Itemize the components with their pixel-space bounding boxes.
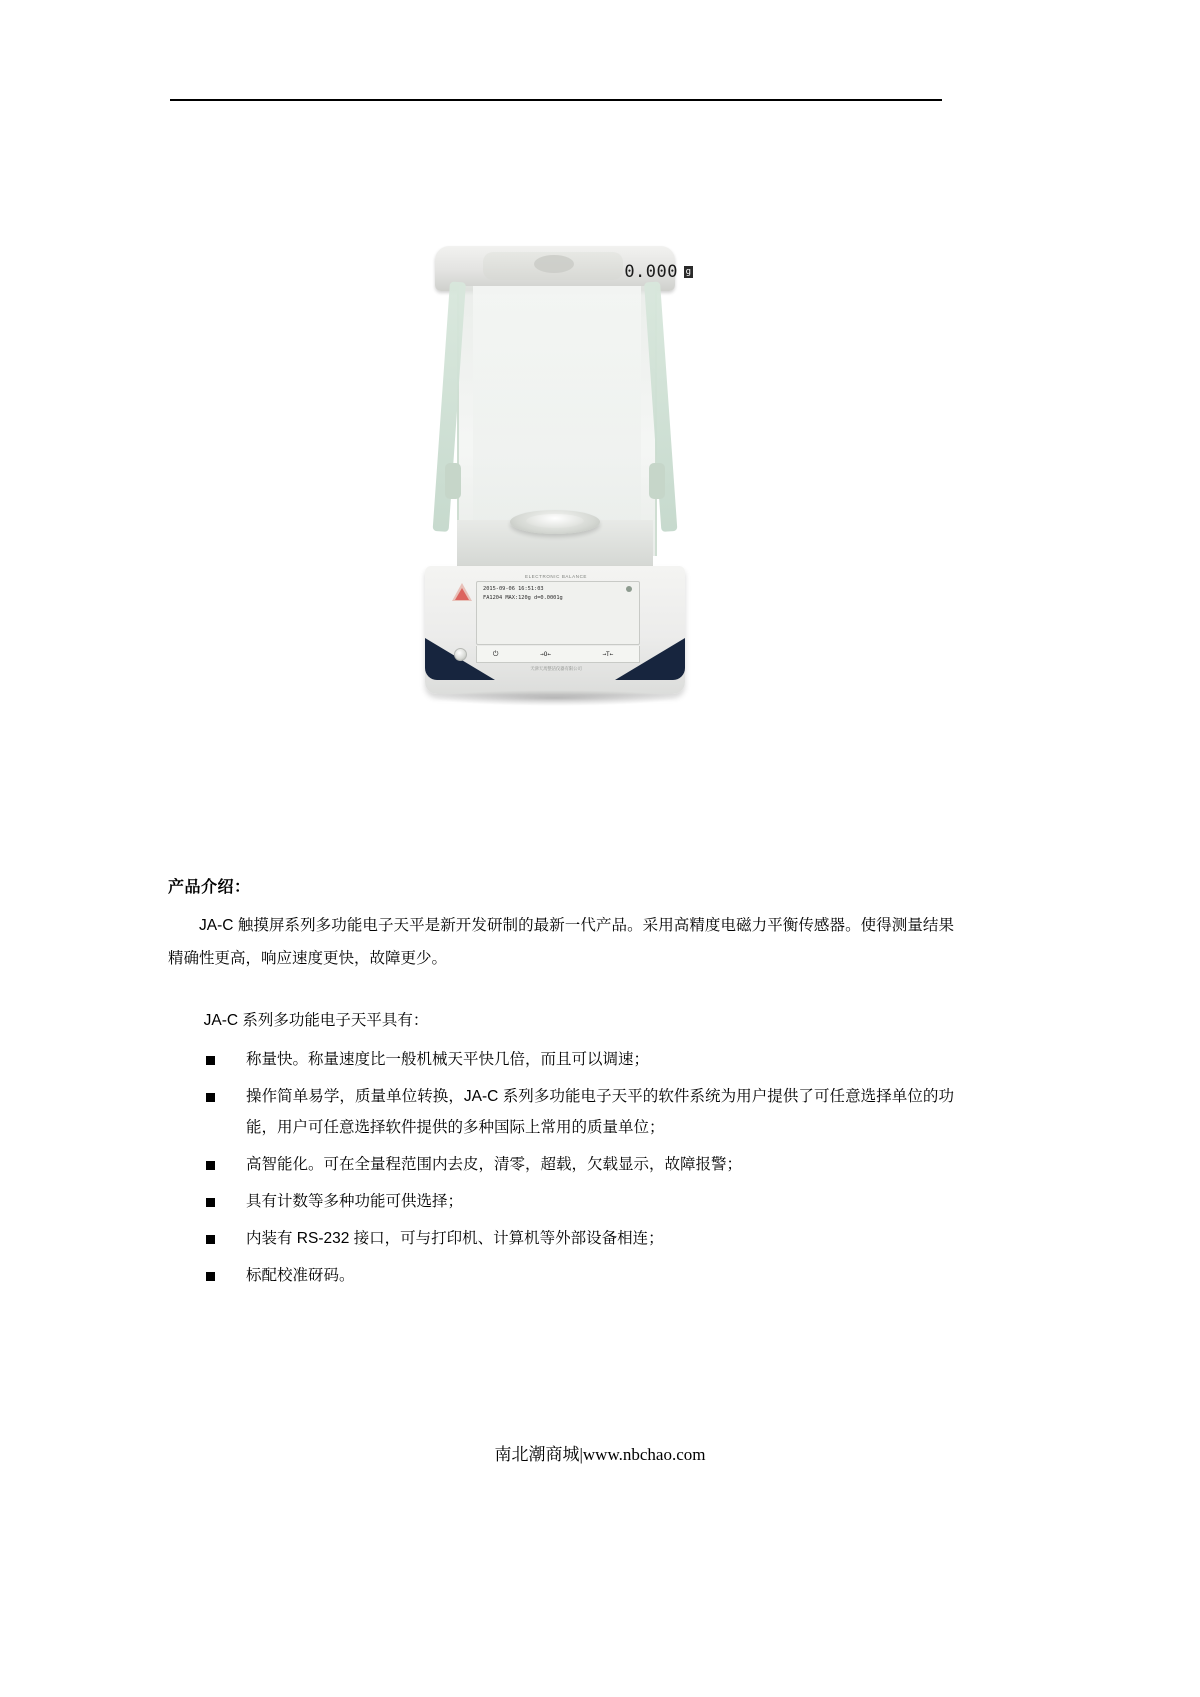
square-bullet-icon: [206, 1056, 215, 1065]
door-handle-left: [445, 463, 461, 499]
list-item: [168, 1186, 954, 1217]
balance-display-screen: [476, 581, 640, 645]
list-item: [168, 1044, 954, 1075]
feature-list: [168, 1044, 954, 1291]
door-handle-right: [649, 463, 665, 499]
display-indicator-icon: [626, 586, 632, 592]
list-item-text: 称量快。称量速度比一般机械天平快几倍，而且可以调速；: [246, 1050, 650, 1068]
power-key[interactable]: ⏻: [492, 649, 499, 658]
display-weight-value: 0.000: [624, 262, 678, 282]
display-datetime: 2015-09-06 16:51:03: [483, 586, 544, 592]
page-footer: 南北潮商城|www.nbchao.com: [494, 1445, 706, 1464]
list-item: [168, 1081, 954, 1143]
list-item: [168, 1260, 954, 1291]
list-item: [168, 1149, 954, 1180]
square-bullet-icon: [206, 1198, 215, 1207]
list-item-text: 具有计数等多种功能可供选择；: [246, 1192, 464, 1210]
product-image: [410, 238, 700, 738]
list-item-text: 内装有 RS-232 接口，可与打印机、计算机等外部设备相连；: [246, 1229, 664, 1247]
list-item-text: 高智能化。可在全量程范围内去皮，清零，超载，欠载显示，故障报警；: [246, 1155, 743, 1173]
list-item-text: 标配校准砑码。: [246, 1266, 355, 1284]
display-weight-unit: g: [685, 267, 691, 277]
base-shadow: [432, 690, 678, 706]
list-item: [168, 1223, 954, 1254]
square-bullet-icon: [206, 1235, 215, 1244]
square-bullet-icon: [206, 1093, 215, 1102]
display-brand-text: ELECTRONIC BALANCE: [524, 574, 588, 579]
warning-triangle-inner-icon: [455, 588, 469, 600]
status-led-icon: [454, 648, 467, 661]
balance-illustration: [410, 238, 700, 738]
hood-knob: [534, 255, 574, 273]
tare-key[interactable]: →T←: [602, 650, 614, 658]
intro-paragraph: JA-C 触摸屏系列多功能电子天平是新开发研制的最新一代产品。采用高精度电磁力平衡传感器。使得测量结果精确性更高，响应速度更快，故障更少。: [168, 917, 954, 967]
square-bullet-icon: [206, 1161, 215, 1170]
header-divider: [170, 99, 942, 101]
manufacturer-text: 天津天馬整洁仪器有限公司: [530, 666, 582, 671]
display-model-spec: FA1204 MAX:120g d=0.0001g: [483, 595, 563, 601]
features-lead-in: JA-C 系列多功能电子天平具有：: [203, 1012, 429, 1030]
weighing-pan-inner: [526, 514, 584, 528]
balance-keypad: [476, 646, 640, 663]
document-body: [168, 880, 954, 1297]
section-heading: 产品介绍：: [168, 879, 251, 896]
zero-key[interactable]: →O←: [540, 650, 551, 658]
list-item-text: 操作简单易学，质量单位转换，JA-C 系列多功能电子天平的软件系统为用户提供了可任意选择单位的功能，用户可任意选择软件提供的多种国际上常用的质量单位；: [246, 1087, 954, 1136]
square-bullet-icon: [206, 1272, 215, 1281]
